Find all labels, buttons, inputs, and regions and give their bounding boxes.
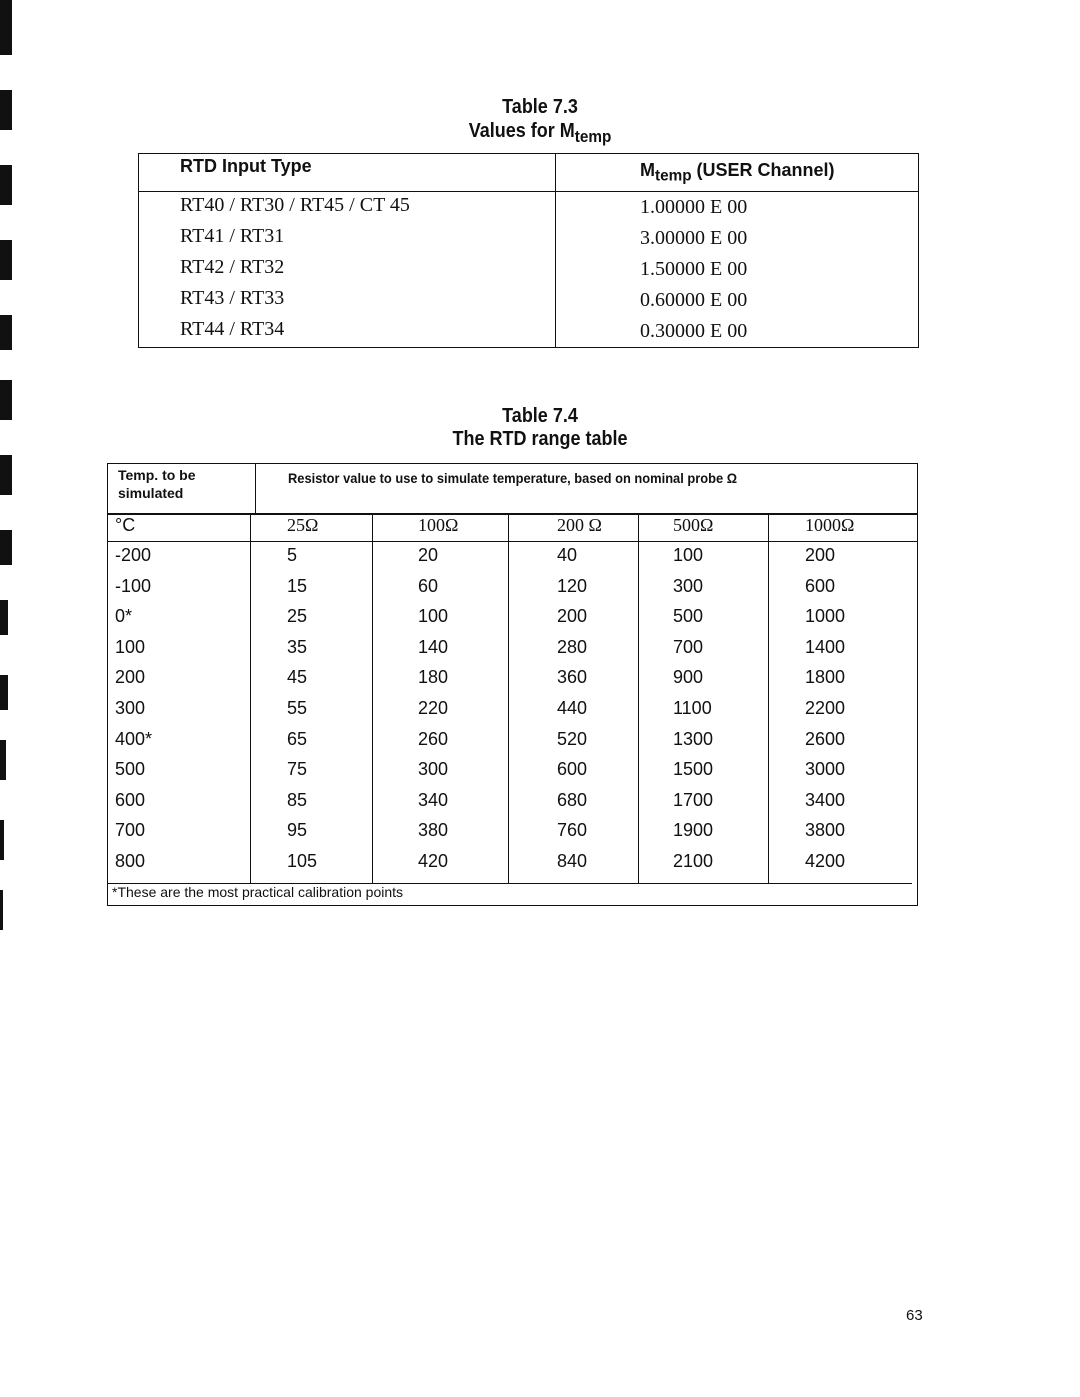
temperature-value: 0* — [115, 606, 133, 627]
temperature-value: 800 — [115, 851, 146, 871]
rtd-input-type: RT43 / RT33 — [180, 287, 285, 309]
temperature-value: 700 — [115, 820, 146, 841]
temperature-value: -200 — [115, 545, 152, 565]
resistor-value: 700 — [673, 636, 704, 657]
resistor-value: 140 — [418, 636, 449, 657]
resistor-value: 1800 — [805, 667, 846, 688]
resistor-value: 760 — [557, 820, 588, 841]
binding-mark — [0, 890, 3, 930]
column-header: 500Ω — [673, 515, 714, 535]
resistor-value: 300 — [418, 759, 449, 780]
resistor-value: 100 — [673, 545, 704, 565]
resistor-value: 2100 — [673, 851, 714, 871]
resistor-value: 95 — [287, 820, 308, 841]
resistor-value: 420 — [418, 851, 449, 871]
divider — [107, 513, 918, 515]
mtemp-value: 1.50000 E 00 — [640, 258, 748, 280]
binding-mark — [0, 530, 12, 565]
mtemp-suffix: (USER Channel) — [691, 160, 835, 180]
resistor-value: 440 — [557, 698, 588, 718]
resistor-value: 45 — [287, 667, 308, 688]
temperature-value: 100 — [115, 636, 146, 657]
table74-subtitle: The RTD range table — [452, 428, 628, 450]
resistor-value: 25 — [287, 606, 308, 627]
rtd-input-type: RT41 / RT31 — [180, 225, 285, 247]
binding-mark — [0, 740, 6, 780]
binding-mark — [0, 380, 12, 420]
resistor-value: 85 — [287, 789, 308, 810]
resistor-value: 180 — [418, 667, 449, 688]
column-header: 1000Ω — [805, 515, 855, 535]
resistor-value: 260 — [418, 728, 449, 749]
resistor-value: 75 — [287, 759, 308, 780]
resistor-value: 20 — [418, 545, 439, 565]
resistor-value: 380 — [418, 820, 449, 841]
header-resistor: Resistor value to use to simulate temperature, based on nominal probe Ω — [288, 470, 738, 486]
resistor-value: 200 — [557, 606, 588, 627]
resistor-value: 900 — [673, 667, 704, 688]
temperature-value: 200 — [115, 667, 146, 688]
subtitle-sub: temp — [574, 127, 612, 147]
resistor-value: 340 — [418, 789, 449, 810]
resistor-value: 1400 — [805, 636, 846, 657]
binding-mark — [0, 600, 8, 635]
binding-mark — [0, 90, 12, 130]
temperature-value: 500 — [115, 759, 146, 780]
binding-mark — [0, 240, 12, 280]
header-mtemp — [640, 160, 835, 186]
resistor-value: 60 — [418, 575, 439, 596]
mtemp-sub: temp — [655, 167, 692, 185]
column-header: 25Ω — [287, 515, 319, 535]
column-header: 100Ω — [418, 515, 459, 535]
resistor-value: 100 — [418, 606, 449, 627]
divider — [768, 513, 769, 883]
mtemp-main: M — [640, 160, 655, 180]
header-input-type: RTD Input Type — [180, 156, 312, 176]
footnote: *These are the most practical calibration points — [112, 884, 404, 900]
binding-mark — [0, 820, 4, 860]
table74-caption: Table 7.4 — [502, 405, 578, 427]
resistor-value: 500 — [673, 606, 704, 627]
resistor-value: 520 — [557, 728, 588, 749]
resistor-value: 280 — [557, 636, 588, 657]
binding-mark — [0, 455, 12, 495]
resistor-value: 200 — [805, 545, 836, 565]
temperature-value: 400* — [115, 728, 153, 749]
resistor-value: 65 — [287, 728, 308, 749]
rtd-input-type: RT40 / RT30 / RT45 / CT 45 — [180, 194, 410, 216]
resistor-value: 1000 — [805, 606, 846, 627]
divider — [555, 153, 556, 348]
resistor-value: 3800 — [805, 820, 846, 841]
resistor-value: 2600 — [805, 728, 846, 749]
resistor-value: 3000 — [805, 759, 846, 780]
resistor-value: 1900 — [673, 820, 714, 841]
column-header: 200 Ω — [557, 515, 602, 535]
divider — [508, 513, 509, 883]
resistor-value: 4200 — [805, 851, 846, 871]
resistor-value: 300 — [673, 575, 704, 596]
resistor-value: 35 — [287, 636, 308, 657]
divider — [255, 463, 256, 513]
page-number: 63 — [906, 1307, 923, 1324]
column-header: °C — [115, 515, 136, 535]
resistor-value: 220 — [418, 698, 449, 718]
mtemp-value: 0.30000 E 00 — [640, 320, 748, 342]
binding-mark — [0, 675, 8, 710]
resistor-value: 5 — [287, 545, 298, 565]
temperature-value: 300 — [115, 698, 146, 718]
binding-mark — [0, 0, 12, 55]
resistor-value: 15 — [287, 575, 308, 596]
resistor-value: 600 — [557, 759, 588, 780]
resistor-value: 1300 — [673, 728, 714, 749]
resistor-value: 360 — [557, 667, 588, 688]
resistor-value: 105 — [287, 851, 318, 871]
rtd-input-type: RT42 / RT32 — [180, 256, 285, 278]
resistor-value: 3400 — [805, 789, 846, 810]
divider — [107, 541, 918, 542]
resistor-value: 2200 — [805, 698, 846, 718]
divider — [250, 513, 251, 883]
resistor-value: 1100 — [673, 698, 712, 718]
resistor-value: 600 — [805, 575, 836, 596]
subtitle-prefix: Values for M — [468, 120, 575, 142]
table74 — [107, 463, 918, 906]
mtemp-value: 1.00000 E 00 — [640, 196, 748, 218]
mtemp-value: 0.60000 E 00 — [640, 289, 748, 311]
resistor-value: 120 — [557, 575, 588, 596]
temperature-value: -100 — [115, 575, 152, 596]
resistor-value: 840 — [557, 851, 588, 871]
resistor-value: 680 — [557, 789, 588, 810]
divider — [638, 513, 639, 883]
header-temp: Temp. to be simulated — [118, 467, 196, 501]
mtemp-value: 3.00000 E 00 — [640, 227, 748, 249]
divider — [372, 513, 373, 883]
resistor-value: 55 — [287, 698, 308, 718]
temperature-value: 600 — [115, 789, 146, 810]
rtd-input-type: RT44 / RT34 — [180, 318, 285, 340]
resistor-value: 1700 — [673, 789, 714, 810]
divider — [138, 191, 919, 192]
table73-subtitle — [54, 118, 1026, 150]
binding-mark — [0, 165, 12, 205]
resistor-value: 40 — [557, 545, 578, 565]
resistor-value: 1500 — [673, 759, 714, 780]
table73-caption: Table 7.3 — [502, 96, 578, 118]
binding-mark — [0, 315, 12, 350]
